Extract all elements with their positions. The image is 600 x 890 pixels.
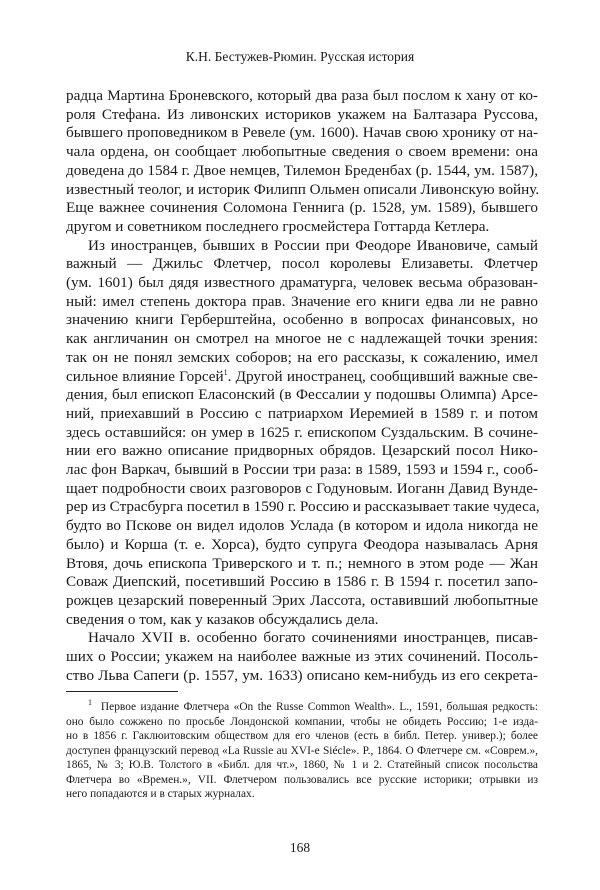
text-line: оно было сожжено по просьбе Лондонской компании, чтобы не обидеть Россию; 1-е изда-	[66, 715, 538, 728]
text-line: Флетчера во «Времен.», VII. Флетчером пользовались все русские историки; отрывки из	[66, 773, 538, 786]
text-line: рожцев цезарский поверенный Эрих Лассота, оставивший любопытные	[66, 591, 538, 609]
text-line: Еще важнее сочинения Соломона Геннига (р. 1528, ум. 1589), бывшего	[66, 199, 538, 217]
text-line: рер из Страсбурга посетил в 1590 г. Россию и рассказывает такие чудеса,	[66, 498, 540, 516]
text-line	[66, 368, 538, 387]
text-span: сильное влияние Горсей	[66, 367, 224, 385]
text-line: 1865, № 3; Ю.В. Толстого в «Библ. для чт.», 1860, № 1 и 2. Статейный список посольства	[66, 759, 538, 771]
text-line: важный — Джильс Флетчер, посол королевы Елизаветы. Флетчер	[66, 255, 538, 273]
text-line: другом и советником последнего гросмейстера Готтарда Кетлера.	[66, 217, 490, 235]
footnote-marker: 1	[88, 698, 92, 708]
running-header: К.Н. Бестужев-Рюмин. Русская история	[185, 49, 415, 64]
page-number: 168	[289, 840, 311, 855]
text-line	[66, 700, 538, 715]
text-line: роля Стефана. Из ливонских историков укажем на Балтазара Руссова,	[66, 105, 538, 123]
text-line: так он не понял земских соборов; на его рассказы, к сожалению, имел	[66, 348, 538, 366]
text-line: ство Льва Сапеги (р. 1557, ум. 1633) описано кем-нибудь из его секрета-	[66, 666, 538, 684]
text-line: (ум. 1601) был дядя известного драматурга, человек весьма образован-	[66, 274, 538, 292]
text-line: как англичанин он смотрел на многое не с надлежащей точки зрения:	[66, 330, 538, 348]
text-line: ний, приехавший в Россию с патриархом Иеремией в 1589 г. и потом	[66, 404, 538, 422]
text-line: щает подробности своих разговоров с Годуновым. Иоганн Давид Вунде-	[66, 479, 538, 497]
text-line: Начало XVII в. особенно богато сочинениями иностранцев, писав-	[88, 629, 538, 647]
text-line: известный теолог, и историк Филипп Ольмен описали Ливонскую войну.	[66, 180, 540, 198]
paragraph-2	[66, 237, 538, 630]
text-line: Втовя, дочь епископа Триверского и т. п.; немного в этом роде — Жан	[66, 554, 538, 572]
text-line: доведена до 1584 г. Двое немцев, Тилемон Бреденбах (р. 1544, ум. 1587),	[66, 161, 538, 179]
text-line: радца Мартина Броневского, который два раза был послом к хану от ко-	[66, 87, 538, 104]
text-line: него попадаются и в старых журналах.	[66, 788, 255, 800]
text-span: . Другой иностранец, сообщивший важные све-	[227, 367, 538, 385]
paragraph-3	[66, 629, 538, 685]
text-line: будто во Пскове он видел идолов Услада (в котором и идола никогда не	[66, 517, 538, 535]
text-line: было) и Корша (т. е. Хорса), будто супруга Феодора называлась Арня	[66, 535, 538, 553]
body-text	[66, 87, 538, 686]
text-line: нии его важно описание придворных обрядов. Цезарский посол Нико-	[66, 442, 538, 460]
text-line: здесь оставшийся: он умер в 1625 г. епископом Суздальским. В сочине-	[66, 423, 538, 441]
text-line: значению книги Герберштейна, особенно в вопросах финансовых, но	[66, 311, 538, 329]
footnote-divider	[66, 691, 178, 692]
text-line: ный: имел степень доктора прав. Значение его книги едва ли не равно	[66, 292, 538, 310]
footnote	[66, 700, 538, 802]
text-line: лас фон Варкач, бывший в России три раза: в 1589, 1593 и 1594 г., сооб-	[66, 461, 538, 479]
text-line: но в 1856 г. Гаклюитовским обществом для его членов (есть в библ. Петер. универ.); более	[66, 730, 538, 742]
text-line: доступен французский перевод «La Russie au XVI-e Siécle». P., 1864. О Флетчере см. «Соврем.»,	[66, 744, 538, 757]
footnote-ref[interactable]: 1	[223, 367, 228, 377]
text-line: дения, был епископ Еласонский (в Фессалии у подошвы Олимпа) Арсе-	[66, 386, 538, 404]
text-line: Из иностранцев, бывших в России при Феодоре Ивановиче, самый	[88, 236, 538, 254]
text-line: Соваж Диепский, посетивший Россию в 1586 г. В 1594 г. посетил запо-	[66, 573, 538, 591]
text-line: бывшего проповедником в Ревеле (ум. 1600). Начав свою хронику от на-	[66, 124, 538, 142]
paragraph-1	[66, 87, 538, 237]
text-line: сведения о том, как у казаков обсуждались дела.	[66, 610, 379, 628]
text-line: ших о России; укажем на наиболее важные из этих сочинений. Посоль-	[66, 648, 538, 666]
text-span: Первое издание Флетчера «On the Russe Common Wealth». L., 1591, большая редкость:	[100, 701, 539, 713]
text-line: чала ордена, он сообщает любопытные сведения о своем времени: она	[66, 143, 538, 161]
